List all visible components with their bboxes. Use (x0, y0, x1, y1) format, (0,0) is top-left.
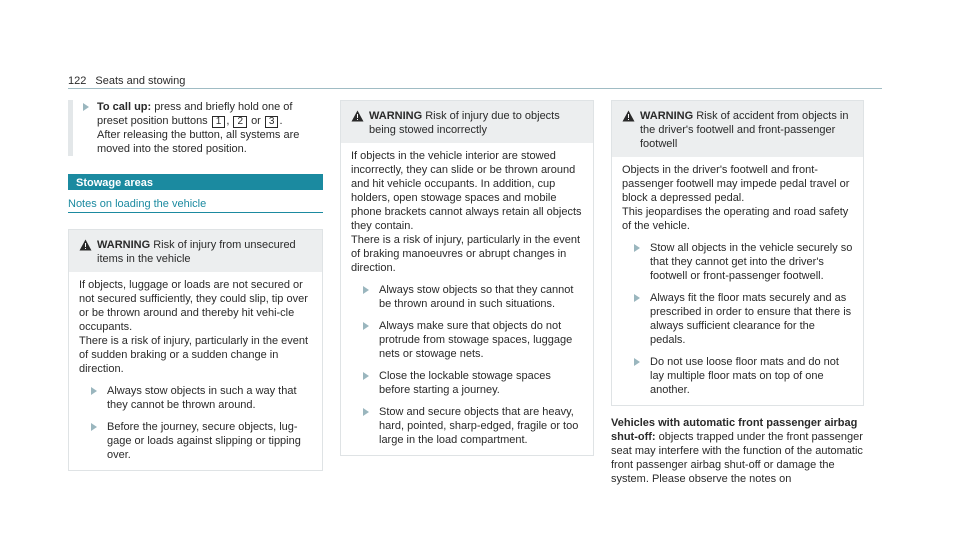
warning-box-3 (611, 100, 864, 406)
arrow-icon (634, 244, 640, 252)
warning-title-text: Risk of injury from unsecured items in the vehicle (97, 239, 296, 265)
instruction-bar (68, 100, 73, 156)
warning-paragraph: Objects in the driver's footwell and front-passenger footwell may impede pedal travel or block a depressed pedal. (622, 164, 850, 204)
list-item-text: Always stow objects in such a way that they cannot be thrown around. (107, 385, 297, 411)
list-item (351, 319, 583, 361)
arrow-icon (83, 103, 89, 111)
warning-box-2 (340, 100, 594, 456)
warning-label: WARNING (640, 110, 694, 122)
warning-box-1 (68, 229, 323, 471)
list-item (351, 405, 583, 447)
vehicles-lead: Vehicles with automatic front passenger airbag shut-off: (611, 417, 858, 443)
warning-paragraph: There is a risk of injury, particularly in the event of sudden braking or a sudden change in direction. (79, 335, 309, 375)
list-item-text: Do not use loose floor mats and do not lay multiple floor mats on top of one another. (650, 356, 839, 396)
warning-title-text: Risk of accident from objects in the driver's footwell and front-passenger footwell (640, 110, 849, 150)
warning-title (640, 109, 853, 151)
warning-body (341, 143, 593, 455)
sentence-end: . (279, 115, 283, 127)
warning-triangle-icon (622, 109, 640, 151)
warning-paragraph: This jeopardises the operating and road safety of the vehicle. (622, 206, 849, 232)
page-number: 122 (68, 75, 87, 87)
list-item-text: Always stow objects so that they cannot be thrown around in such situations. (379, 284, 574, 310)
key-separator: , (226, 115, 230, 127)
warning-label: WARNING (97, 239, 151, 251)
preset-key-1: 1 (212, 116, 226, 128)
call-up-text-1: press and briefly hold one of preset position buttons (97, 101, 293, 127)
call-up-text-2: After releasing the button, all systems are moved into the stored position. (97, 129, 300, 155)
list-item (351, 283, 583, 311)
warning-title (369, 109, 583, 137)
warning-paragraph: If objects in the vehicle interior are stowed incorrectly, they can slide or be thrown around and hit vehicle occupants. In addition, cup holders, open stowage spaces and mobile phone brackets cannot always retain all objects they contain. (351, 150, 582, 232)
warning-paragraph: If objects, luggage or loads are not secured or not secured sufficiently, they could slip, tip over or be thrown around and thereby hit vehi-cle occupants. (79, 279, 308, 333)
column-2 (340, 100, 594, 456)
section-title: Stowage areas (68, 174, 323, 190)
warning-triangle-icon (351, 109, 369, 137)
vehicles-text: objects trapped under the front passenger seat may interfere with the function of the automatic front passenger airbag shut-off or damage the system. Please observe the notes on (611, 431, 863, 485)
warning-paragraph: There is a risk of injury, particularly in the event of braking manoeuvres or abrupt changes in direction. (351, 234, 581, 274)
arrow-icon (363, 372, 369, 380)
warning-triangle-icon (79, 238, 97, 266)
warning-header (612, 101, 863, 157)
arrow-icon (363, 408, 369, 416)
header-rule (68, 88, 882, 89)
list-item (79, 384, 312, 412)
arrow-icon (634, 294, 640, 302)
preset-key-2: 2 (233, 116, 247, 128)
vehicles-airbag-note (611, 416, 864, 486)
key-separator-or: or (251, 115, 261, 127)
list-item-text: Stow and secure objects that are heavy, hard, pointed, sharp-edged, fragile or too large in the load compartment. (379, 406, 579, 446)
call-up-instruction (68, 100, 323, 156)
subheading: Notes on loading the vehicle (68, 197, 323, 213)
list-item-text: Always make sure that objects do not protrude from stowage spaces, luggage nets or stowage nets. (379, 320, 573, 360)
list-item-text: Before the journey, secure objects, lug-gage or loads against slipping or tipping over. (107, 421, 301, 461)
arrow-icon (363, 286, 369, 294)
arrow-icon (91, 423, 97, 431)
warning-title-text: Risk of injury due to objects being stowed incorrectly (369, 110, 560, 136)
warning-header (341, 101, 593, 143)
column-1 (68, 100, 323, 471)
arrow-icon (91, 387, 97, 395)
list-item (622, 355, 853, 397)
list-item-text: Stow all objects in the vehicle securely so that they cannot get into the driver's footwell or front-passenger footwell. (650, 242, 853, 282)
call-up-text (97, 100, 321, 156)
arrow-icon (634, 358, 640, 366)
warning-title (97, 238, 312, 266)
preset-key-3: 3 (265, 116, 279, 128)
warning-body (69, 272, 322, 470)
column-3 (611, 100, 864, 486)
list-item (351, 369, 583, 397)
page-header (68, 74, 185, 88)
list-item-text: Close the lockable stowage spaces before starting a journey. (379, 370, 551, 396)
list-item (622, 291, 853, 347)
arrow-icon (363, 322, 369, 330)
list-item (79, 420, 312, 462)
warning-header (69, 230, 322, 272)
section-name: Seats and stowing (95, 75, 186, 87)
warning-label: WARNING (369, 110, 423, 122)
call-up-lead: To call up: (97, 101, 152, 113)
list-item-text: Always fit the floor mats securely and as prescribed in order to ensure that there is always sufficient clearance for the pedals. (650, 292, 852, 346)
list-item (622, 241, 853, 283)
warning-body (612, 157, 863, 405)
